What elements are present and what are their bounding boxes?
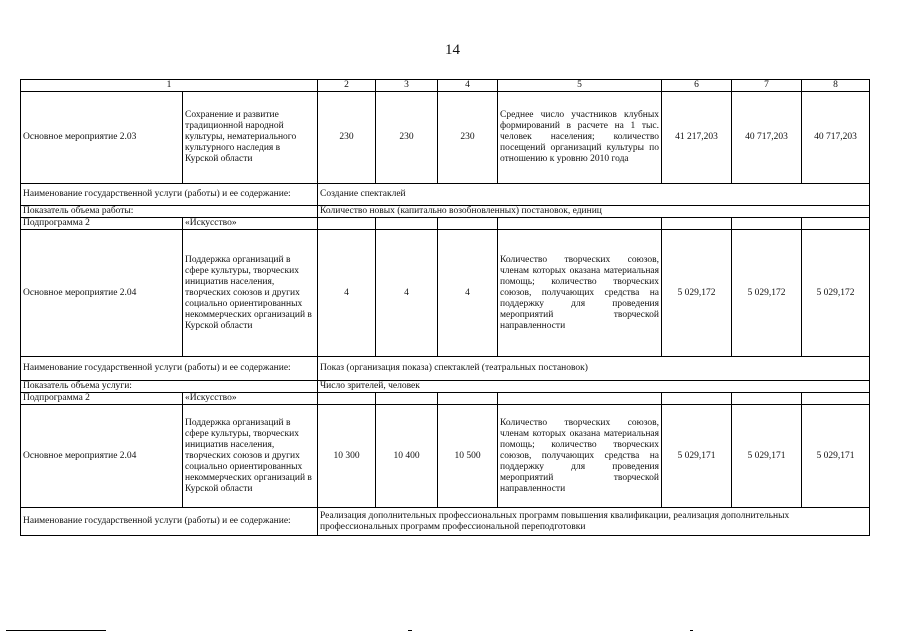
footer-rule	[6, 630, 106, 631]
indicator-label: Показатель объема услуги:	[21, 381, 318, 393]
service-value: Реализация дополнительных профессиональных программ повышения квалификации, реализация дополнительных профессиональных программ профессиональной переподготовки	[318, 508, 870, 536]
header-col-5: 5	[498, 80, 662, 92]
footer-mark	[408, 630, 412, 631]
subprogram-row	[21, 393, 870, 405]
header-col-2: 2	[318, 80, 376, 92]
value-cell: 10 300	[318, 405, 376, 508]
funding-cell: 5 029,171	[662, 405, 732, 508]
service-value: Показ (организация показа) спектаклей (театральных постановок)	[318, 357, 870, 381]
measure-row	[21, 230, 870, 357]
value-cell: 4	[318, 230, 376, 357]
measure-name: Основное мероприятие 2.04	[21, 405, 183, 508]
value-cell: 4	[438, 230, 498, 357]
value-cell: 10 500	[438, 405, 498, 508]
subprogram-value: «Искусство»	[183, 218, 318, 230]
indicator-row	[21, 206, 870, 218]
service-row	[21, 508, 870, 536]
header-col-7: 7	[732, 80, 802, 92]
value-cell: 10 400	[376, 405, 438, 508]
header-col-4: 4	[438, 80, 498, 92]
service-label: Наименование государственной услуги (работы) и ее содержание:	[21, 508, 318, 536]
header-col-8: 8	[802, 80, 870, 92]
indicator-label: Показатель объема работы:	[21, 206, 318, 218]
funding-cell: 5 029,171	[732, 405, 802, 508]
header-col-1: 1	[21, 80, 318, 92]
indicator-description: Количество творческих союзов, членам которых оказана материальная помощь; количество творческих союзов, получающих средства на поддержку для проведения мероприятий творческой направленности	[498, 230, 662, 357]
funding-cell: 40 717,203	[802, 92, 870, 184]
header-col-6: 6	[662, 80, 732, 92]
indicator-value: Число зрителей, человек	[318, 381, 870, 393]
program-table	[20, 79, 870, 536]
service-row	[21, 357, 870, 381]
subprogram-label: Подпрограмма 2	[21, 393, 183, 405]
footer-mark	[690, 630, 693, 631]
measure-row	[21, 405, 870, 508]
funding-cell: 40 717,203	[732, 92, 802, 184]
value-cell: 4	[376, 230, 438, 357]
funding-cell: 5 029,172	[662, 230, 732, 357]
service-row	[21, 184, 870, 206]
indicator-value: Количество новых (капитально возобновленных) постановок, единиц	[318, 206, 870, 218]
measure-name: Основное мероприятие 2.04	[21, 230, 183, 357]
funding-cell: 5 029,171	[802, 405, 870, 508]
measure-description: Поддержка организаций в сфере культуры, творческих инициатив населения, творческих союзов и других социально ориентированных некоммерческих организаций в Курской области	[183, 230, 318, 357]
value-cell: 230	[438, 92, 498, 184]
funding-cell: 5 029,172	[802, 230, 870, 357]
indicator-description: Количество творческих союзов, членам которых оказана материальная помощь; количество творческих союзов, получающих средства на поддержку для проведения мероприятий творческой направленности	[498, 405, 662, 508]
indicator-row	[21, 381, 870, 393]
service-label: Наименование государственной услуги (работы) и ее содержание:	[21, 184, 318, 206]
service-label: Наименование государственной услуги (работы) и ее содержание:	[21, 357, 318, 381]
service-value: Создание спектаклей	[318, 184, 870, 206]
subprogram-row	[21, 218, 870, 230]
measure-row	[21, 92, 870, 184]
subprogram-label: Подпрограмма 2	[21, 218, 183, 230]
header-row	[21, 80, 870, 92]
indicator-description: Среднее число участников клубных формирований в расчете на 1 тыс. человек населения; количество посещений организаций культуры по отношению к уровню 2010 года	[498, 92, 662, 184]
page-number: 14	[445, 42, 460, 58]
funding-cell: 41 217,203	[662, 92, 732, 184]
value-cell: 230	[318, 92, 376, 184]
measure-name: Основное мероприятие 2.03	[21, 92, 183, 184]
header-col-3: 3	[376, 80, 438, 92]
measure-description: Поддержка организаций в сфере культуры, творческих инициатив населения, творческих союзов и других социально ориентированных некоммерческих организаций в Курской области	[183, 405, 318, 508]
funding-cell: 5 029,172	[732, 230, 802, 357]
value-cell: 230	[376, 92, 438, 184]
measure-description: Сохранение и развитие традиционной народной культуры, нематериального культурного наследия в Курской области	[183, 92, 318, 184]
subprogram-value: «Искусство»	[183, 393, 318, 405]
